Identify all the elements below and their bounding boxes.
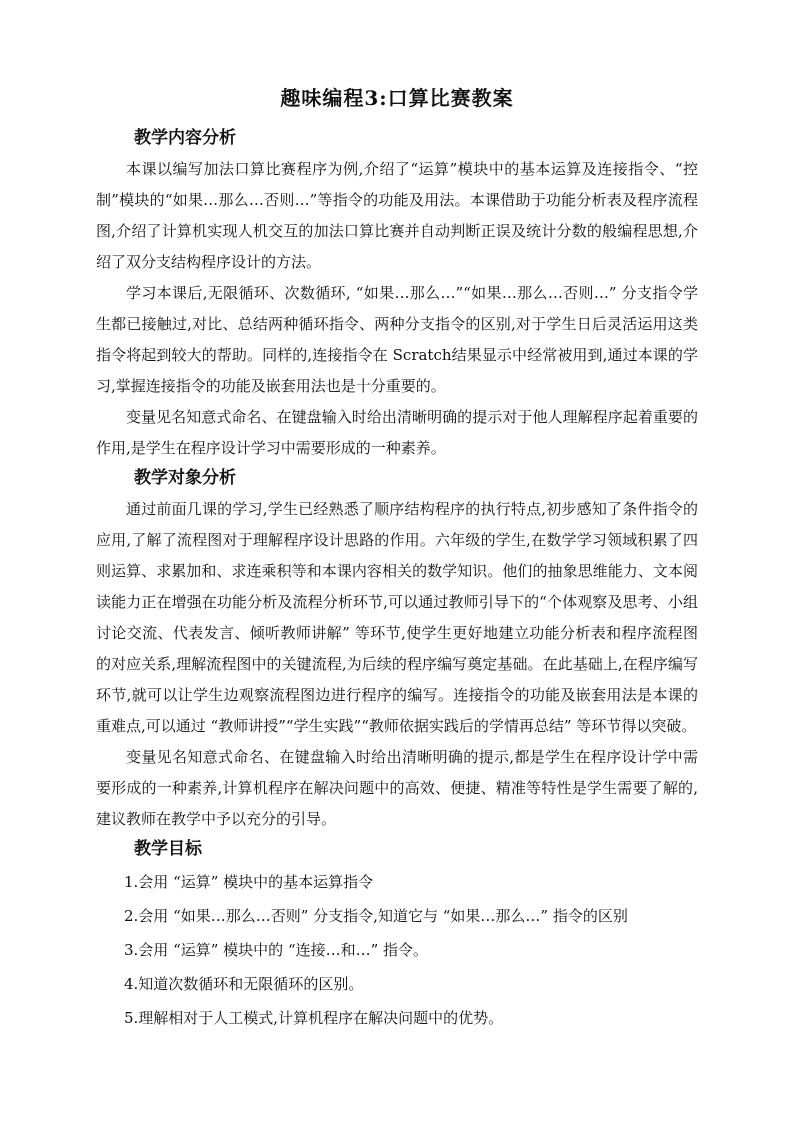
paragraph: 变量见名知意式命名、在键盘输入时给出清晰明确的提示,都是学生在程序设计学中需要形成的一种素养,计算机程序在解决问题中的高效、便捷、精准等特性是学生需要了解的,建议教师在教学中予以充分的引导。 bbox=[96, 748, 698, 828]
paragraph: 学习本课后,无限循环、次数循环, “如果…那么…”“如果…那么…否则…” 分支指令学生都已接触过,对比、总结两种循环指令、两种分支指令的区别,对于学生日后灵活运用这类指令将起到较大的帮助。同样的,连接指令在 Scratch结果显示中经常被用到,通过本课的学习,掌握连接指令的功能及嵌套用法也是十分重要的。 bbox=[96, 284, 698, 395]
goal-item: 1.会用 “运算” 模块中的基本运算指令 bbox=[124, 873, 374, 891]
section-content-analysis bbox=[96, 124, 698, 464]
paragraph: 本课以编写加法口算比赛程序为例,介绍了“运算”模块中的基本运算及连接指令、“控制”模块的“如果…那么…否则…”等指令的功能及用法。本课借助于功能分析表及程序流程图,介绍了计算机实现人机交互的加法口算比赛并自动判断正误及统计分数的般编程思想,介绍了双分支结构程序设计的方法。 bbox=[96, 160, 698, 271]
paragraph: 变量见名知意式命名、在键盘输入时给出清晰明确的提示对于他人理解程序起着重要的作用,是学生在程序设计学习中需要形成的一种素养。 bbox=[96, 408, 698, 457]
goal-item: 5.理解相对于人工模式,计算机程序在解决问题中的优势。 bbox=[124, 1009, 504, 1027]
section-teaching-goals bbox=[96, 835, 698, 1035]
section-heading: 教学内容分析 bbox=[134, 128, 236, 148]
document-title: 趣味编程3:口算比赛教案 bbox=[280, 86, 514, 110]
section-heading: 教学目标 bbox=[134, 839, 202, 859]
section-audience-analysis bbox=[96, 464, 698, 835]
section-heading: 教学对象分析 bbox=[134, 468, 236, 488]
goal-item: 2.会用 “如果…那么…否则” 分支指令,知道它与 “如果…那么…” 指令的区别 bbox=[124, 907, 628, 925]
goal-item: 3.会用 “运算” 模块中的 “连接…和…” 指令。 bbox=[124, 941, 429, 959]
paragraph: 通过前面几课的学习,学生已经熟悉了顺序结构程序的执行特点,初步感知了条件指令的应用,了解了流程图对于理解程序设计思路的作用。六年级的学生,在数学学习领域积累了四则运算、求累加和、求连乘积等和本课内容相关的数学知识。他们的抽象思维能力、文本阅读能力正在增强在功能分析及流程分析环节,可以通过教师引导下的“个体观察及思考、小组讨论交流、代表发言、倾听教师讲解” 等环节,使学生更好地建立功能分析表和程序流程图的对应关系,理解流程图中的关键流程,为后续的程序编写奠定基础。在此基础上,在程序编写环节,就可以让学生边观察流程图边进行程序的编写。连接指令的功能及嵌套用法是本课的重难点,可以通过 “教师讲授”“学生实践”“教师依据实践后的学情再总结” 等环节得以突破。 bbox=[96, 500, 698, 735]
goal-item: 4.知道次数循环和无限循环的区别。 bbox=[124, 975, 364, 993]
